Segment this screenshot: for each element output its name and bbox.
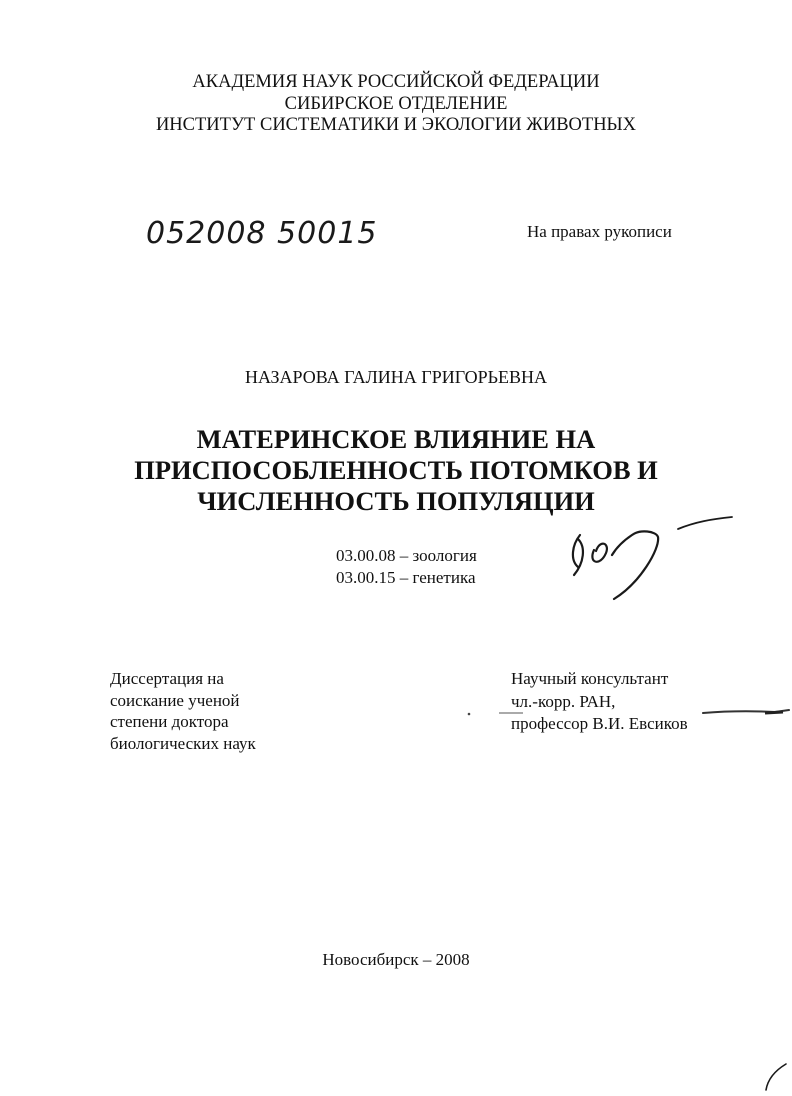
advisor-line-2: чл.-корр. РАН, <box>511 691 616 711</box>
header-line-academy: АКАДЕМИЯ НАУК РОССИЙСКОЙ ФЕДЕРАЦИИ <box>192 72 600 92</box>
degree-line-3: степени доктора <box>110 712 229 731</box>
city-year: Новосибирск – 2008 <box>322 950 470 969</box>
title-line-3: ЧИСЛЕННОСТЬ ПОПУЛЯЦИИ <box>197 486 595 516</box>
title-line-2: ПРИСПОСОБЛЕННОСТЬ ПОТОМКОВ И <box>134 455 658 485</box>
corner-pen-mark <box>760 1060 790 1092</box>
degree-line-2: соискание ученой <box>110 690 240 710</box>
header-line-institute: ИНСТИТУТ СИСТЕМАТИКИ И ЭКОЛОГИИ ЖИВОТНЫХ <box>155 115 637 135</box>
advisor-signature-marks <box>465 702 792 722</box>
specialty-genetics: 03.00.15 – генетика <box>336 568 476 587</box>
rights-note: На правах рукописи <box>527 222 672 241</box>
dissertation-title <box>120 424 672 517</box>
degree-statement <box>110 668 256 754</box>
author-signature <box>560 505 740 605</box>
title-line-1: МАТЕРИНСКОЕ ВЛИЯНИЕ НА <box>196 424 596 454</box>
degree-line-4: биологических наук <box>110 733 256 753</box>
institution-header <box>0 72 792 137</box>
degree-line-1: Диссертация на <box>110 669 224 688</box>
advisor-line-3: профессор В.И. Евсиков <box>511 714 688 733</box>
author-name: НАЗАРОВА ГАЛИНА ГРИГОРЬЕВНА <box>244 367 548 387</box>
advisor-line-1: Научный консультант <box>511 669 669 688</box>
specialty-codes <box>336 545 477 589</box>
handwritten-registration-number: 052008 50015 <box>146 216 378 251</box>
specialty-zoology: 03.00.08 – зоология <box>336 546 477 565</box>
header-line-branch: СИБИРСКОЕ ОТДЕЛЕНИЕ <box>284 93 508 114</box>
